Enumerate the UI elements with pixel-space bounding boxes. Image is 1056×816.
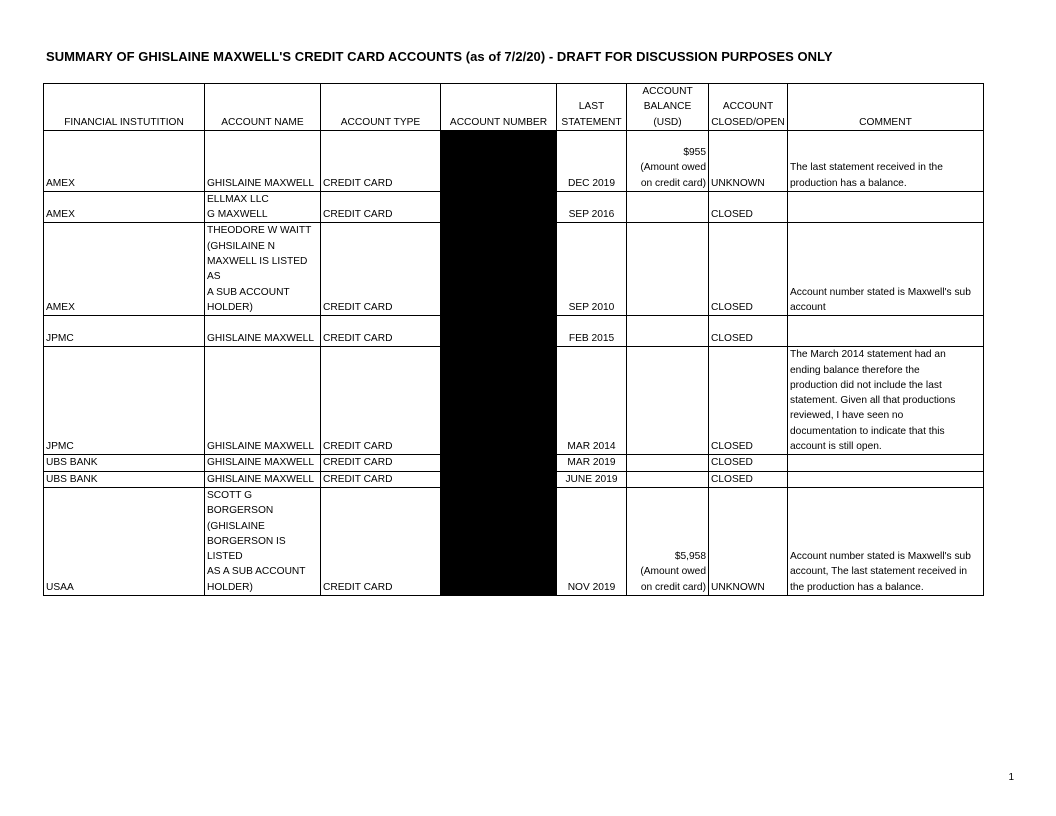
account-type-cell: CREDIT CARD bbox=[321, 471, 441, 487]
table-row bbox=[44, 487, 984, 595]
account-name-cell: GHISLAINE MAXWELL bbox=[205, 316, 321, 347]
header-account-status: ACCOUNT CLOSED/OPEN bbox=[709, 84, 788, 131]
document-title: SUMMARY OF GHISLAINE MAXWELL'S CREDIT CARD ACCOUNTS (as of 7/2/20) - DRAFT FOR DISCUSSION PURPOSES ONLY bbox=[46, 49, 833, 64]
institution-cell: AMEX bbox=[44, 223, 205, 316]
last-statement-cell: NOV 2019 bbox=[557, 487, 627, 595]
balance-cell: $955 (Amount owed on credit card) bbox=[627, 130, 709, 191]
header-financial-institution: FINANCIAL INSTUTITION bbox=[44, 84, 205, 131]
last-statement-cell: SEP 2016 bbox=[557, 191, 627, 223]
comment-cell: The March 2014 statement had an ending balance therefore the production did not include the last statement. Given all that productions reviewed, I have seen no documentation to indicate that this account is still open. bbox=[788, 347, 984, 455]
institution-cell: JPMC bbox=[44, 316, 205, 347]
account-name-cell: ELLMAX LLC G MAXWELL bbox=[205, 191, 321, 223]
account-type-cell: CREDIT CARD bbox=[321, 223, 441, 316]
credit-card-summary-table bbox=[43, 83, 984, 596]
table-row bbox=[44, 223, 984, 316]
last-statement-cell: FEB 2015 bbox=[557, 316, 627, 347]
status-cell: UNKNOWN bbox=[709, 130, 788, 191]
table-header-row bbox=[44, 84, 984, 131]
status-cell: CLOSED bbox=[709, 191, 788, 223]
account-name-cell: THEODORE W WAITT (GHSILAINE N MAXWELL IS LISTED AS A SUB ACCOUNT HOLDER) bbox=[205, 223, 321, 316]
page-number: 1 bbox=[1008, 772, 1014, 783]
header-last-statement: LAST STATEMENT bbox=[557, 84, 627, 131]
balance-cell bbox=[627, 191, 709, 223]
status-cell: CLOSED bbox=[709, 316, 788, 347]
account-type-cell: CREDIT CARD bbox=[321, 130, 441, 191]
redacted-account-number bbox=[441, 223, 557, 316]
last-statement-cell: MAR 2014 bbox=[557, 347, 627, 455]
account-type-cell: CREDIT CARD bbox=[321, 316, 441, 347]
redacted-account-number bbox=[441, 487, 557, 595]
balance-cell bbox=[627, 347, 709, 455]
institution-cell: JPMC bbox=[44, 347, 205, 455]
redacted-account-number bbox=[441, 347, 557, 455]
institution-cell: AMEX bbox=[44, 191, 205, 223]
table-row bbox=[44, 316, 984, 347]
institution-cell: UBS BANK bbox=[44, 471, 205, 487]
balance-cell bbox=[627, 223, 709, 316]
account-type-cell: CREDIT CARD bbox=[321, 347, 441, 455]
redacted-account-number bbox=[441, 471, 557, 487]
table-row bbox=[44, 455, 984, 471]
comment-cell: The last statement received in the production has a balance. bbox=[788, 130, 984, 191]
redacted-account-number bbox=[441, 191, 557, 223]
redacted-account-number bbox=[441, 316, 557, 347]
status-cell: CLOSED bbox=[709, 455, 788, 471]
comment-cell bbox=[788, 455, 984, 471]
comment-cell: Account number stated is Maxwell's sub account, The last statement received in the production has a balance. bbox=[788, 487, 984, 595]
balance-cell bbox=[627, 471, 709, 487]
account-name-cell: GHISLAINE MAXWELL bbox=[205, 347, 321, 455]
last-statement-cell: MAR 2019 bbox=[557, 455, 627, 471]
comment-cell bbox=[788, 316, 984, 347]
header-account-name: ACCOUNT NAME bbox=[205, 84, 321, 131]
header-account-balance: ACCOUNT BALANCE (USD) bbox=[627, 84, 709, 131]
comment-cell bbox=[788, 191, 984, 223]
status-cell: CLOSED bbox=[709, 471, 788, 487]
balance-cell: $5,958 (Amount owed on credit card) bbox=[627, 487, 709, 595]
header-account-type: ACCOUNT TYPE bbox=[321, 84, 441, 131]
header-comment: COMMENT bbox=[788, 84, 984, 131]
table-row bbox=[44, 191, 984, 223]
balance-cell bbox=[627, 455, 709, 471]
institution-cell: USAA bbox=[44, 487, 205, 595]
account-type-cell: CREDIT CARD bbox=[321, 455, 441, 471]
last-statement-cell: DEC 2019 bbox=[557, 130, 627, 191]
account-type-cell: CREDIT CARD bbox=[321, 487, 441, 595]
account-type-cell: CREDIT CARD bbox=[321, 191, 441, 223]
balance-cell bbox=[627, 316, 709, 347]
redacted-account-number bbox=[441, 130, 557, 191]
status-cell: CLOSED bbox=[709, 223, 788, 316]
header-account-number: ACCOUNT NUMBER bbox=[441, 84, 557, 131]
comment-cell: Account number stated is Maxwell's sub account bbox=[788, 223, 984, 316]
table-row bbox=[44, 347, 984, 455]
account-name-cell: GHISLAINE MAXWELL bbox=[205, 455, 321, 471]
comment-cell bbox=[788, 471, 984, 487]
table-row bbox=[44, 130, 984, 191]
status-cell: CLOSED bbox=[709, 347, 788, 455]
last-statement-cell: SEP 2010 bbox=[557, 223, 627, 316]
account-name-cell: SCOTT G BORGERSON (GHISLAINE BORGERSON IS LISTED AS A SUB ACCOUNT HOLDER) bbox=[205, 487, 321, 595]
table-row bbox=[44, 471, 984, 487]
last-statement-cell: JUNE 2019 bbox=[557, 471, 627, 487]
account-name-cell: GHISLAINE MAXWELL bbox=[205, 130, 321, 191]
institution-cell: AMEX bbox=[44, 130, 205, 191]
institution-cell: UBS BANK bbox=[44, 455, 205, 471]
status-cell: UNKNOWN bbox=[709, 487, 788, 595]
account-name-cell: GHISLAINE MAXWELL bbox=[205, 471, 321, 487]
redacted-account-number bbox=[441, 455, 557, 471]
